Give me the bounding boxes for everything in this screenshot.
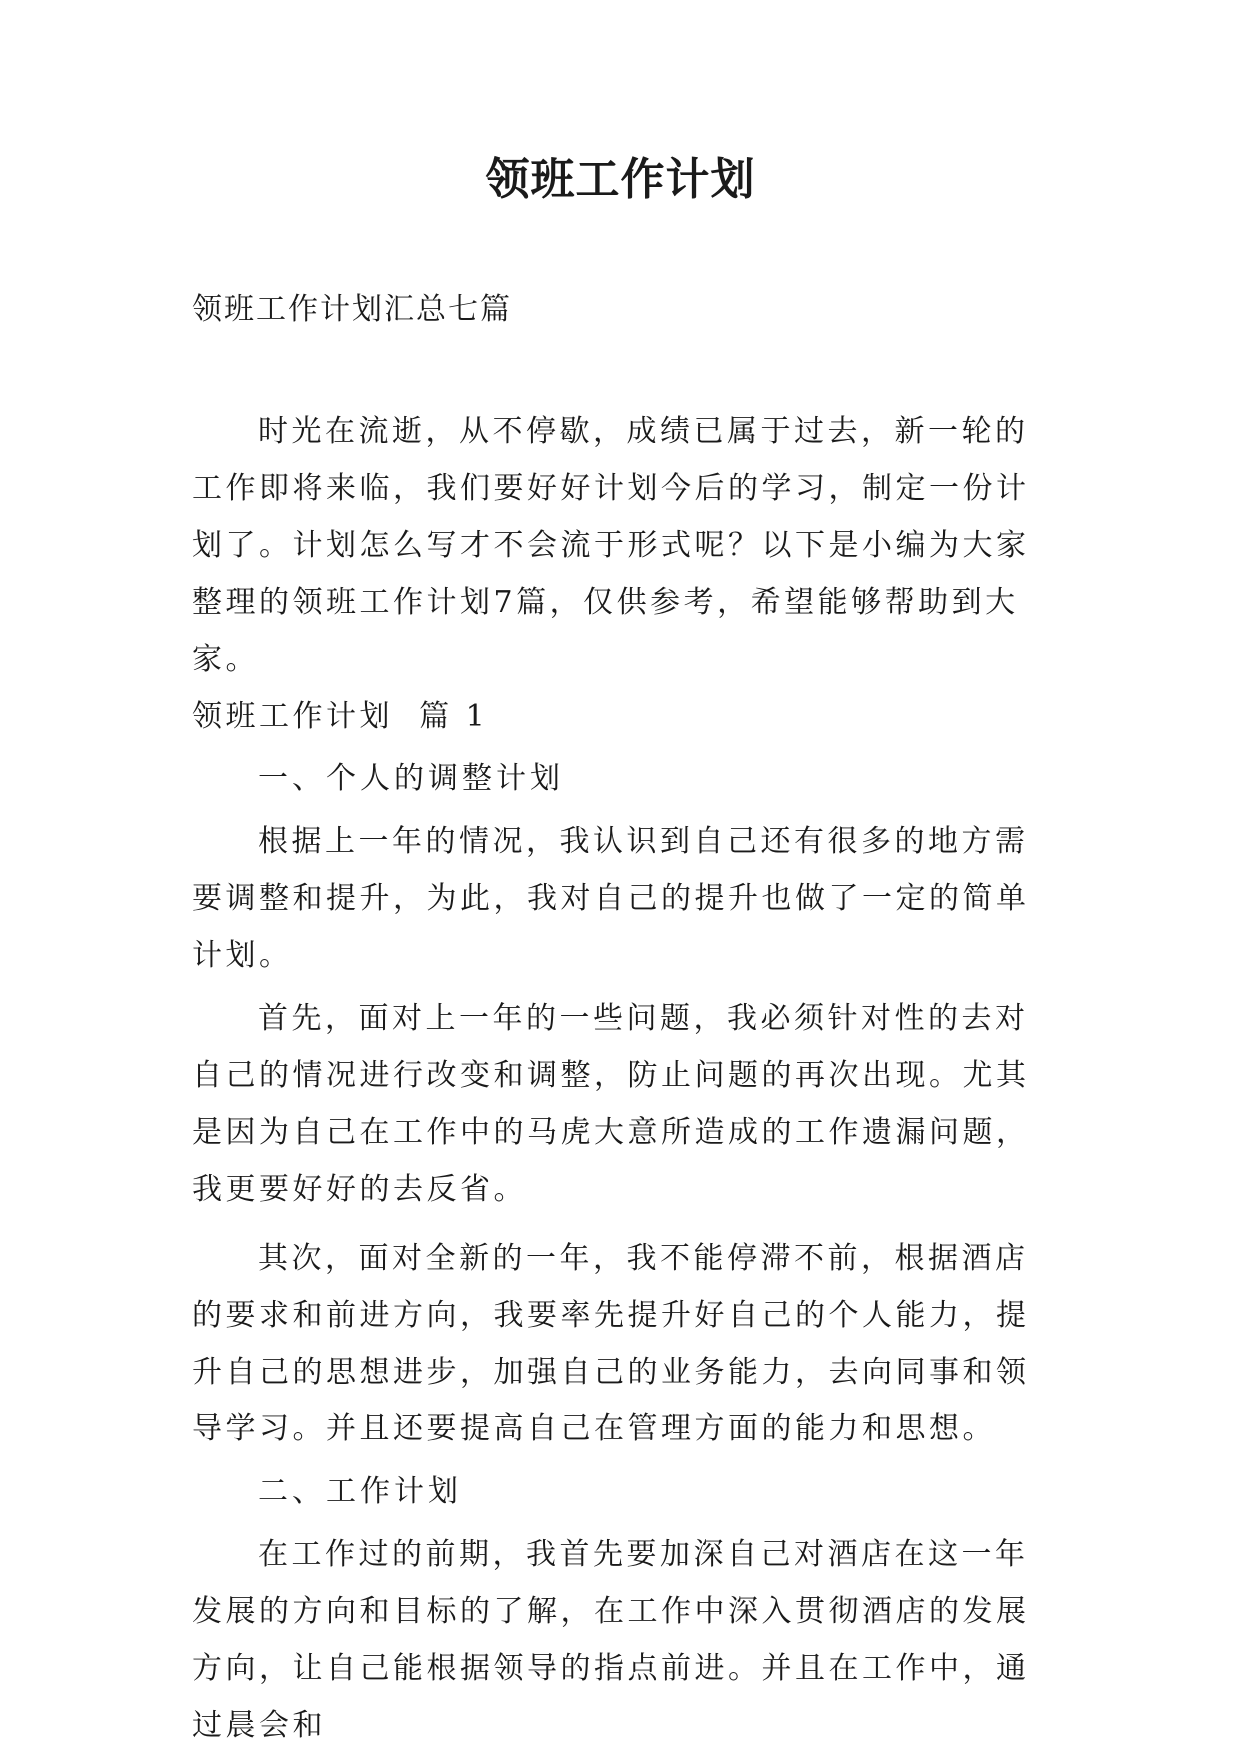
document-subtitle: 领班工作计划汇总七篇	[192, 292, 512, 327]
document-title: 领班工作计划	[485, 154, 756, 205]
section-title: 领班工作计划 篇 1	[192, 698, 489, 734]
section-heading-2: 二、工作计划	[258, 1474, 462, 1510]
intro-paragraph: 时光在流逝，从不停歇，成绩已属于过去，新一轮的工作即将来临，我们要好好计划今后的学习，制定一份计划了。计划怎么写才不会流于形式呢？以下是小编为大家整理的领班工作计划7篇，仅供参考，希望能够帮助到大家。	[192, 414, 1030, 677]
paragraph-2: 首先，面对上一年的一些问题，我必须针对性的去对自己的情况进行改变和调整，防止问题的再次出现。尤其是因为自己在工作中的马虎大意所造成的工作遗漏问题，我更要好好的去反省。	[192, 1001, 1030, 1207]
section-heading-1: 一、个人的调整计划	[258, 761, 564, 797]
paragraph-4: 在工作过的前期，我首先要加深自己对酒店在这一年发展的方向和目标的了解，在工作中深入贯彻酒店的发展方向，让自己能根据领导的指点前进。并且在工作中，通过晨会和	[192, 1537, 1030, 1743]
paragraph-3: 其次，面对全新的一年，我不能停滞不前，根据酒店的要求和前进方向，我要率先提升好自己的个人能力，提升自己的思想进步，加强自己的业务能力，去向同事和领导学习。并且还要提高自己在管理方面的能力和思想。	[192, 1240, 1030, 1447]
paragraph-1: 根据上一年的情况，我认识到自己还有很多的地方需要调整和提升，为此，我对自己的提升也做了一定的简单计划。	[192, 824, 1030, 974]
document-body	[192, 404, 1050, 1755]
